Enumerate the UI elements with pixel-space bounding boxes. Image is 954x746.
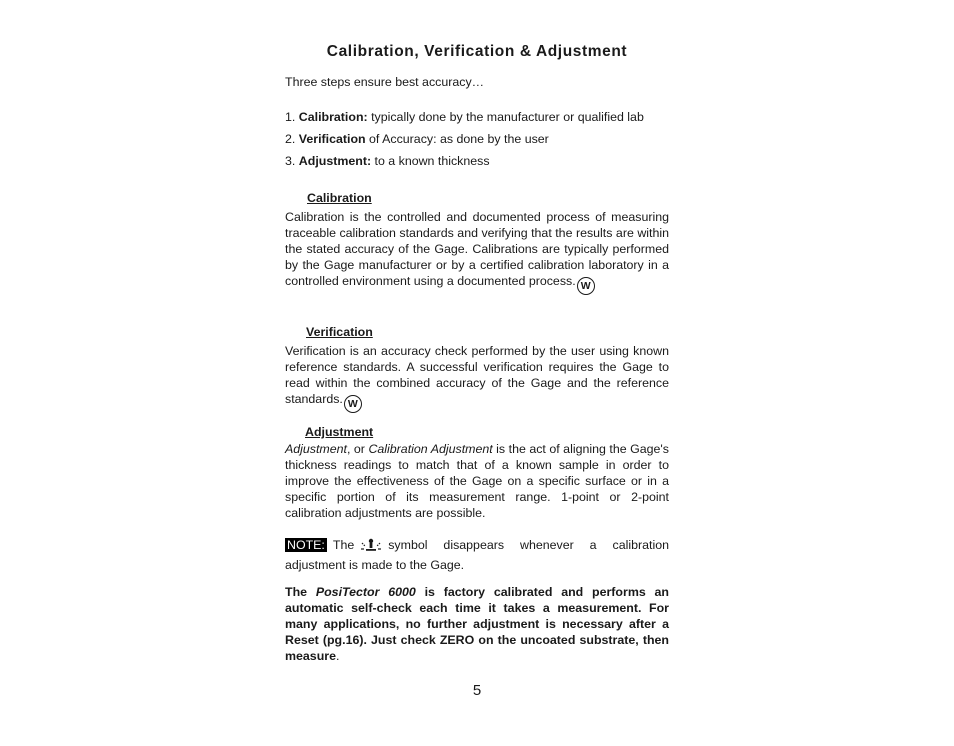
web-info-icon: W bbox=[344, 395, 362, 413]
note-paragraph: NOTE: The symbol disappears whenever a calibration adjustment is made to the Gage. bbox=[285, 538, 669, 572]
page-title: Calibration, Verification & Adjustment bbox=[326, 43, 628, 60]
calibration-body: Calibration is the controlled and documented process of measuring traceable calibration standards and verifying that the results are within the stated accuracy of the Gage. Calibrations are typically performed by the Gage manufacturer or by a certified calibration laboratory in a controlled environment using a documented process. W bbox=[285, 209, 669, 295]
intro-text: Three steps ensure best accuracy… bbox=[285, 75, 485, 89]
steps-list bbox=[285, 106, 644, 172]
step-item: 3. Adjustment: to a known thickness bbox=[285, 154, 490, 168]
step-item: 1. Calibration: typically done by the manufacturer or qualified lab bbox=[285, 110, 644, 124]
page-number: 5 bbox=[472, 682, 482, 699]
adjustment-heading: Adjustment bbox=[305, 425, 374, 439]
final-paragraph: The PosiTector 6000 is factory calibrated and performs an automatic self-check each time it takes a measurement. For many applications, no further adjustment is necessary after a Reset (pg.16). Just check ZERO on the uncoated substrate, then measure. bbox=[285, 585, 669, 663]
web-info-icon: W bbox=[577, 277, 595, 295]
verification-heading: Verification bbox=[306, 325, 373, 339]
adjustment-body: Adjustment, or Calibration Adjustment is the act of aligning the Gage's thickness readings to match that of a known sample in order to improve the effectiveness of the Gage on a specific surface or in a specific portion of its measurement range. 1-point or 2-point calibration adjustments are possible. bbox=[285, 442, 669, 520]
note-label: NOTE: bbox=[287, 538, 325, 552]
calibration-heading: Calibration bbox=[307, 191, 372, 205]
step-item: 2. Verification of Accuracy: as done by the user bbox=[285, 132, 549, 146]
calibration-symbol-icon bbox=[360, 537, 382, 557]
verification-body: Verification is an accuracy check performed by the user using known reference standards. A successful verification requires the Gage to read within the combined accuracy of the Gage and the reference standards. W bbox=[285, 343, 669, 413]
